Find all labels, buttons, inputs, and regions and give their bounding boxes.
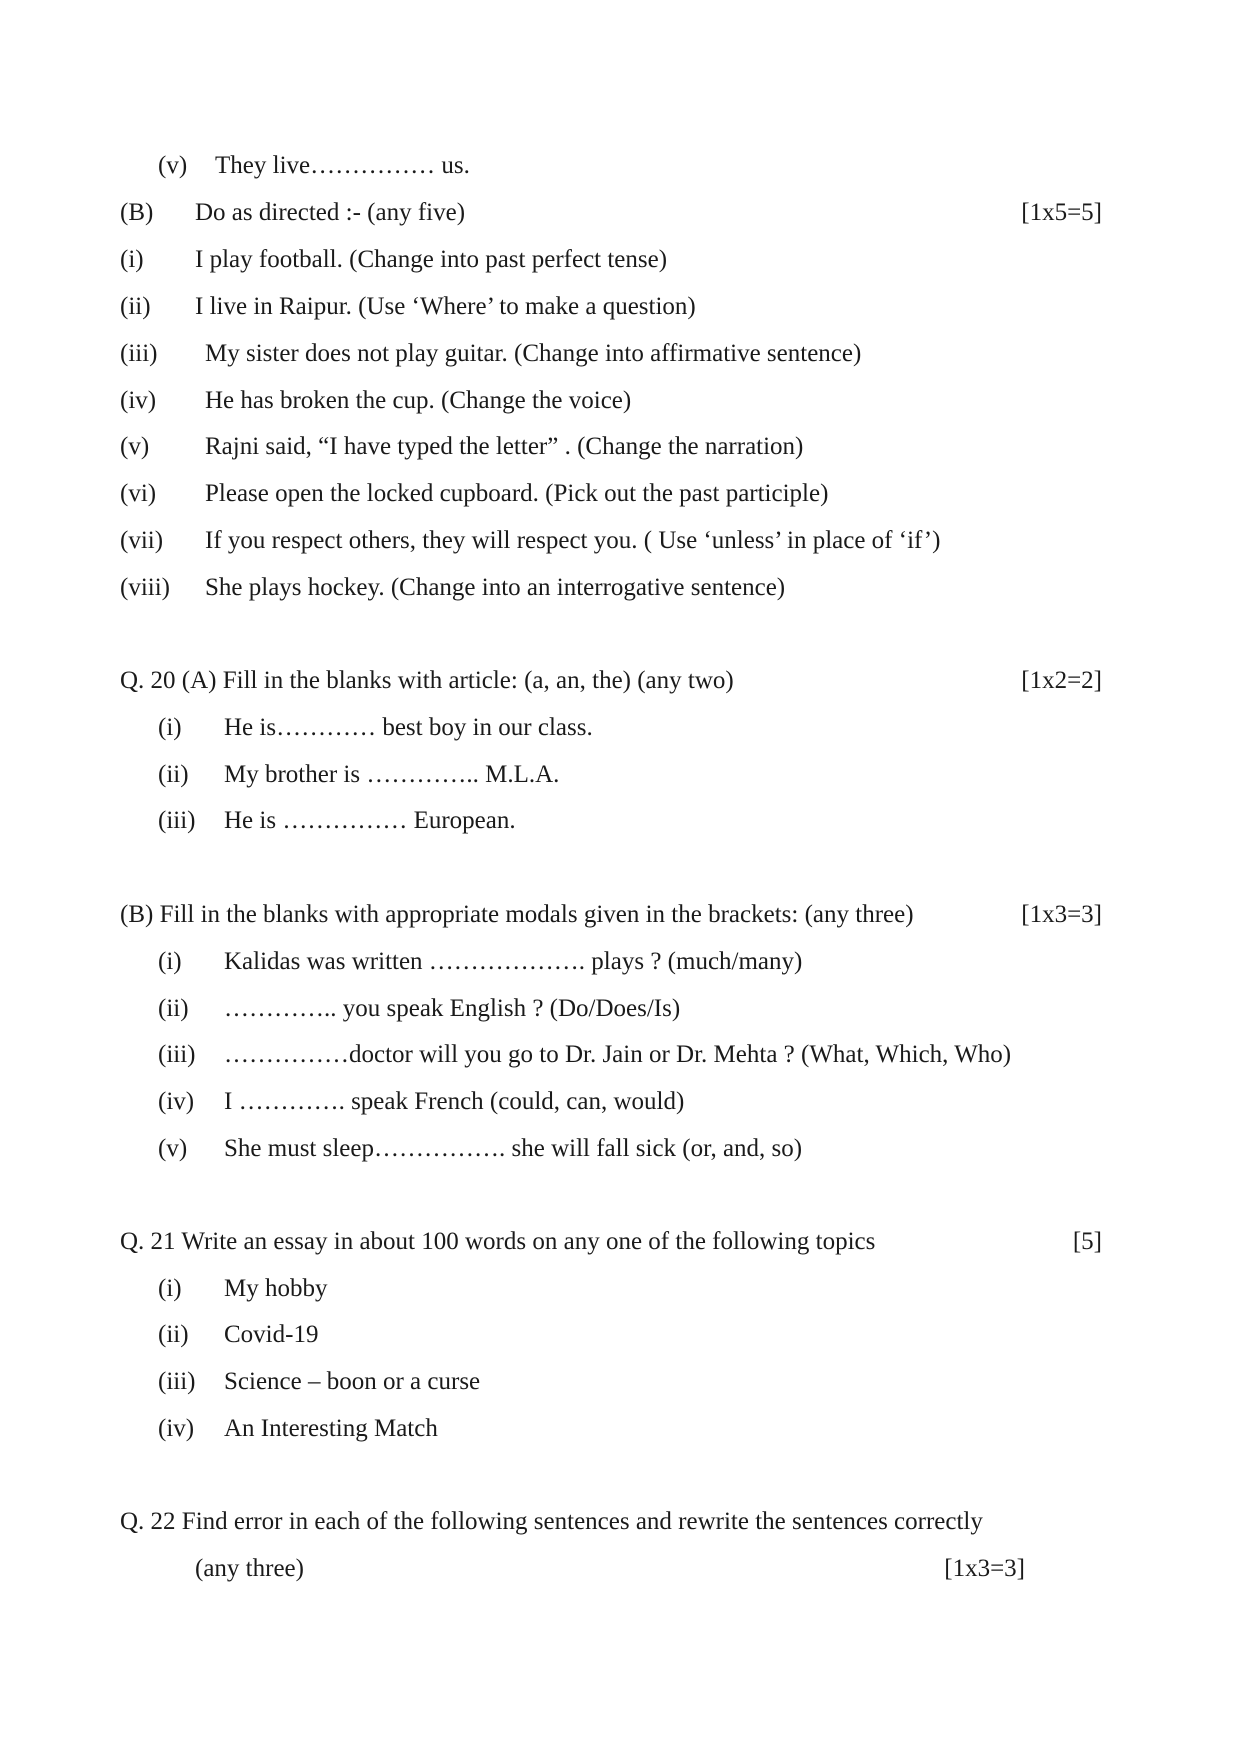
question-title: Q. 21 Write an essay in about 100 words on any one of the following topics (120, 1228, 876, 1255)
item-text: ……………doctor will you go to Dr. Jain or Dr. Mehta ? (What, Which, Who) (224, 1041, 1012, 1068)
item-number: (vii) (120, 527, 164, 554)
item-number: (ii) (158, 1321, 189, 1348)
question-title: (B) Fill in the blanks with appropriate modals given in the brackets: (any three) (120, 901, 914, 928)
item-number: (i) (120, 246, 144, 273)
section-title: Do as directed :- (any five) (195, 199, 466, 226)
item-number: (iii) (158, 1041, 196, 1068)
item-number: (i) (158, 714, 182, 741)
item-text: Kalidas was written ………………. plays ? (much/many) (224, 948, 803, 975)
item-number: (ii) (158, 995, 189, 1022)
item-number: (ii) (120, 293, 151, 320)
item-text: She must sleep……………. she will fall sick (or, and, so) (224, 1135, 803, 1162)
item-text: She plays hockey. (Change into an interrogative sentence) (205, 574, 786, 601)
item-text: I live in Raipur. (Use ‘Where’ to make a question) (195, 293, 696, 320)
item-text: My sister does not play guitar. (Change into affirmative sentence) (205, 340, 862, 367)
item-text: An Interesting Match (224, 1415, 438, 1442)
item-text: My brother is ………….. M.L.A. (224, 761, 560, 788)
item-text: He is………… best boy in our class. (224, 714, 593, 741)
item-number: (v) (120, 433, 150, 460)
question-title: Q. 22 Find error in each of the following sentences and rewrite the sentences correctly (120, 1508, 983, 1535)
item-text: I play football. (Change into past perfect tense) (195, 246, 668, 273)
item-text: My hobby (224, 1275, 328, 1302)
item-text: ………….. you speak English ? (Do/Does/Is) (224, 995, 681, 1022)
question-title: Q. 20 (A) Fill in the blanks with article: (a, an, the) (any two) (120, 667, 734, 694)
item-number: (i) (158, 948, 182, 975)
item-text: He has broken the cup. (Change the voice) (205, 387, 632, 414)
item-text: I …………. speak French (could, can, would) (224, 1088, 685, 1115)
item-number: (i) (158, 1275, 182, 1302)
item-number: (iv) (120, 387, 157, 414)
section-label: (B) (120, 199, 154, 226)
question-subtitle: (any three) (195, 1555, 304, 1582)
marks-label: [5] (1072, 1228, 1102, 1255)
item-text: They live…………… us. (215, 152, 470, 179)
marks-label: [1x5=5] (1021, 199, 1102, 226)
item-number: (iv) (158, 1088, 195, 1115)
item-text: Rajni said, “I have typed the letter” . (Change the narration) (205, 433, 804, 460)
item-text: Please open the locked cupboard. (Pick out the past participle) (205, 480, 829, 507)
item-number: (ii) (158, 761, 189, 788)
item-number: (iii) (158, 807, 196, 834)
item-text: Science – boon or a curse (224, 1368, 481, 1395)
item-number: (iii) (158, 1368, 196, 1395)
item-text: If you respect others, they will respect you. ( Use ‘unless’ in place of ‘if’) (205, 527, 941, 554)
item-number: (v) (158, 152, 188, 179)
item-number: (iv) (158, 1415, 195, 1442)
marks-label: [1x3=3] (944, 1555, 1025, 1582)
marks-label: [1x2=2] (1021, 667, 1102, 694)
item-number: (iii) (120, 340, 158, 367)
item-number: (v) (158, 1135, 188, 1162)
item-text: Covid-19 (224, 1321, 319, 1348)
item-number: (viii) (120, 574, 170, 601)
marks-label: [1x3=3] (1021, 901, 1102, 928)
item-number: (vi) (120, 480, 157, 507)
item-text: He is …………… European. (224, 807, 516, 834)
